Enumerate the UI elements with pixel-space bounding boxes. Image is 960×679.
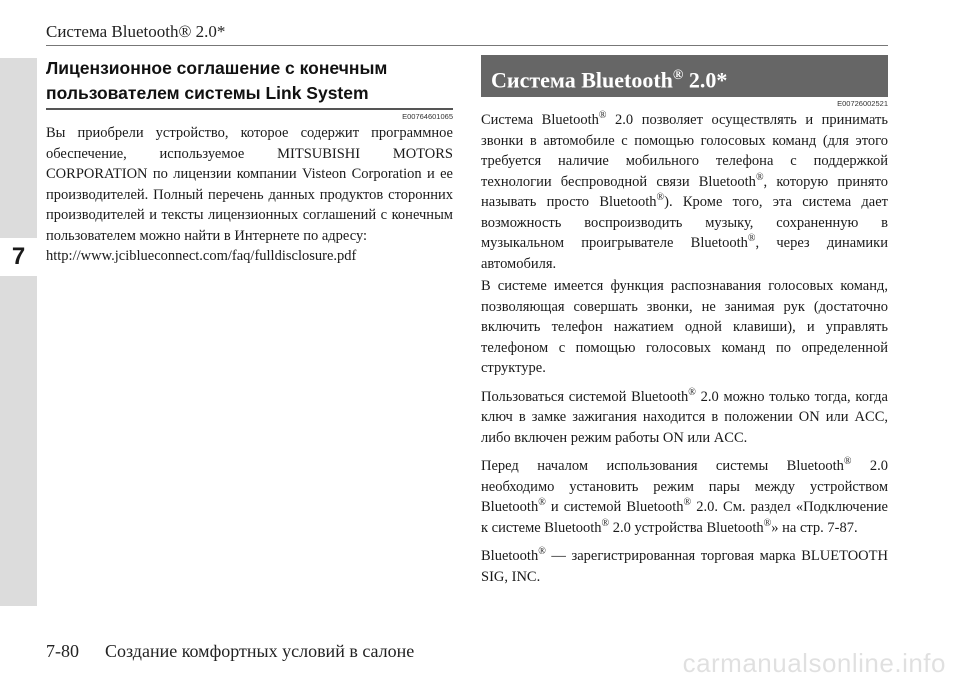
license-text: Вы приобрели устройство, которое содержит программное обеспечение, используемое MITSUBISHI MOTORS CORPORATION по лицензии компании Visteon Corporation и ее производителей. Полный перечень данных продуктов сторонних производителей и тексты лицензионных соглашений с конечным пользователем можно найти в Интернете по адресу:: [46, 125, 453, 244]
heading-registered-mark: ®: [672, 68, 684, 83]
ignition-paragraph: Пользоваться системой Bluetooth® 2.0 можно только тогда, когда ключ в замке зажигания находится в положении ON или ACC, либо включен режим работы ON или ACC.: [481, 386, 888, 446]
section-title: Создание комфортных условий в салоне: [105, 641, 415, 661]
header-divider: [46, 45, 888, 46]
bluetooth-heading-suffix: 2.0*: [683, 67, 728, 93]
license-heading: Лицензионное соглашение с конечным пользователем системы Link System: [46, 52, 453, 110]
voice-command-paragraph: В системе имеется функция распознавания голосовых команд, позволяющая совершать звонки, не занимая рук (достаточно включить телефон нажатием одной клавиши), и управлять телефоном с помощью голосовых команд по определенной структуре.: [481, 278, 888, 376]
page-footer: [46, 641, 414, 662]
license-url: http://www.jciblueconnect.com/faq/fulldisclosure.pdf: [46, 248, 357, 264]
trademark-paragraph: Bluetooth® — зарегистрированная торговая марка BLUETOOTH SIG, INC.: [481, 546, 888, 585]
license-doc-code: E00764601065: [402, 112, 453, 121]
chapter-tab: 7: [0, 238, 37, 276]
chapter-sidebar: [0, 58, 37, 606]
bluetooth-heading-main: Система Bluetooth: [491, 67, 673, 93]
bluetooth-intro-paragraph: Система Bluetooth® 2.0 позволяет осуществлять и принимать звонки в автомобиле с помощью голосовых команд (для этого требуется наличие мобильного телефона с поддержкой технологии беспроводной связи Bluetooth®, которую принято называть просто Bluetooth®). Кроме того, эта система дает возможность воспроизводить музыку, сохраненную в музыкальном проигрывателе Bluetooth®, через динамики автомобиля.: [481, 110, 888, 272]
watermark: carmanualsonline.info: [682, 648, 946, 678]
pairing-paragraph: Перед началом использования системы Bluetooth® 2.0 необходимо установить режим пары между устройством Bluetooth® и системой Bluetooth® 2.0. См. раздел «Подключение к системе Bluetooth® 2.0 устройства Bluetooth®» на стр. 7-87.: [481, 456, 889, 536]
page-number: 7-80: [46, 641, 79, 661]
bluetooth-heading: [481, 55, 888, 97]
running-header: Система Bluetooth® 2.0*: [46, 22, 226, 41]
left-column: [46, 52, 453, 267]
bluetooth-doc-code: E00726002521: [837, 99, 888, 108]
right-column: [481, 52, 888, 595]
